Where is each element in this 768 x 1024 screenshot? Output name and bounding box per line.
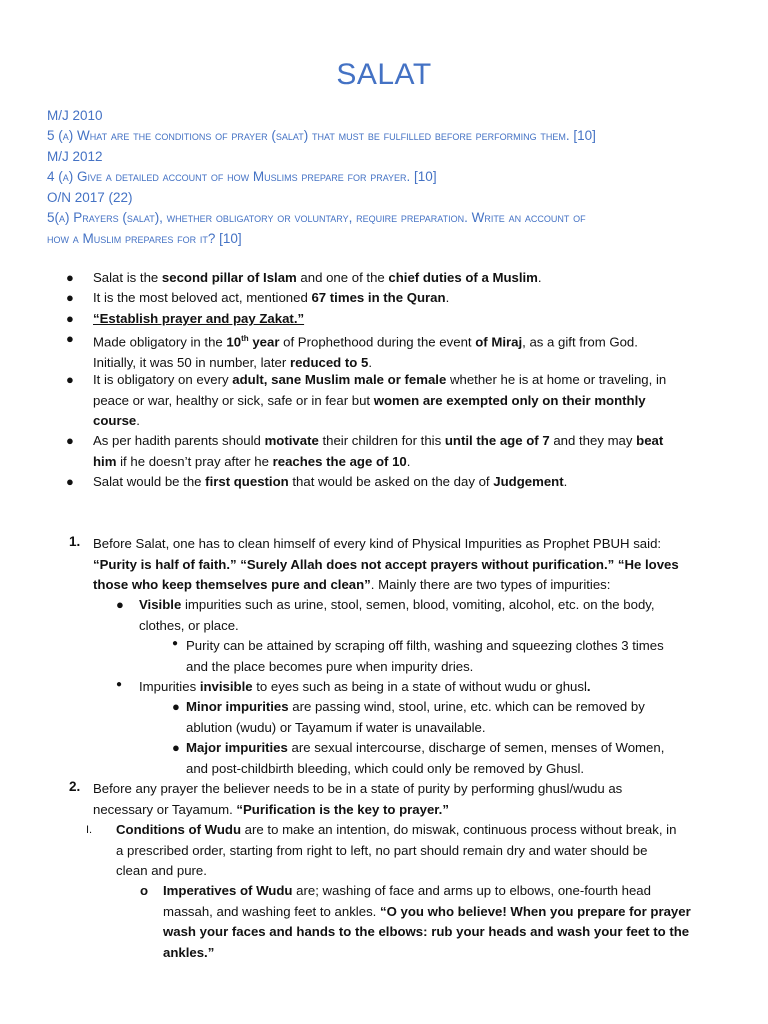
conditions-line-1 bbox=[116, 820, 736, 841]
bullet-dot-5: ● bbox=[66, 372, 74, 387]
bullet-2-text bbox=[93, 288, 449, 309]
text-run-bold: reduced to 5 bbox=[289, 354, 369, 370]
text-run: and one of the bbox=[296, 270, 389, 285]
bullet-6-line-2 bbox=[93, 452, 663, 473]
imperatives-line-3: wash your faces and hands to the elbows: rub your heads and wash your feet to the bbox=[163, 924, 690, 940]
text-run-bold: “Purification is the key to prayer.” bbox=[236, 801, 449, 817]
question-session-3: O/N 2017 (22) bbox=[47, 190, 133, 205]
section-2-text bbox=[93, 779, 622, 820]
sub-bullet-invisible: ● bbox=[116, 679, 123, 690]
bullet-6-text bbox=[93, 431, 663, 472]
text-run: are sexual intercourse, discharge of semen, menses of Women, bbox=[287, 740, 665, 755]
invisible-impurities-text bbox=[139, 677, 591, 698]
section-1-line-2: “Purity is half of faith.” “Surely Allah does not accept prayers without purification.” “He loves bbox=[93, 556, 679, 572]
bullet-3-text bbox=[93, 309, 304, 330]
text-run: Salat is the bbox=[93, 270, 162, 285]
text-run: . bbox=[368, 354, 373, 370]
text-run: their children for this bbox=[318, 433, 445, 448]
text-run: are to make an intention, do miswak, continuous process without break, in bbox=[241, 822, 677, 837]
text-run: to eyes such as being in a state of without wudu or ghusl bbox=[252, 679, 587, 694]
purity-line-1: Purity can be attained by scraping off filth, washing and squeezing clothes 3 times bbox=[186, 638, 664, 653]
text-run: and they may bbox=[549, 433, 637, 448]
sub-sub-bullet-purity: ● bbox=[172, 638, 179, 649]
text-run: Salat would be the bbox=[93, 474, 206, 489]
text-run-bold: chief duties of a Muslim bbox=[388, 270, 538, 285]
text-run-bold: Judgement bbox=[493, 474, 564, 489]
visible-line-1 bbox=[139, 595, 655, 616]
text-run: that would be asked on the day of bbox=[288, 474, 494, 489]
superscript: th bbox=[241, 334, 249, 343]
text-run-bold: of Miraj bbox=[475, 334, 523, 350]
text-run-bold: year bbox=[248, 334, 280, 350]
text-run-bold: adult, sane Muslim male or female bbox=[232, 372, 447, 387]
question-3-line-1: 5(a) Prayers (salat), whether obligatory or voluntary, require preparation. Write an account of bbox=[47, 210, 586, 225]
text-run-bold: Imperatives of Wudu bbox=[163, 883, 293, 898]
text-run: are passing wind, stool, urine, etc. which can be removed by bbox=[288, 699, 645, 714]
text-run: if he doesn’t pray after he bbox=[116, 453, 273, 469]
text-run: impurities such as urine, stool, semen, blood, vomiting, alcohol, etc. on the body, bbox=[181, 597, 655, 612]
imperatives-line-4: ankles.” bbox=[163, 944, 215, 960]
bullet-dot-2: ● bbox=[66, 290, 74, 305]
bullet-5-line-3 bbox=[93, 411, 666, 432]
text-run-bold: Major impurities bbox=[186, 740, 288, 755]
sub-bullet-visible: ● bbox=[116, 597, 124, 612]
text-run: Made obligatory in the bbox=[93, 334, 227, 350]
bullet-dot-6: ● bbox=[66, 433, 74, 448]
text-run-bold: Minor impurities bbox=[186, 699, 289, 714]
bullet-4-line-1 bbox=[93, 329, 638, 353]
bullet-4-text bbox=[93, 329, 638, 374]
text-run: of Prophethood during the event bbox=[279, 334, 476, 350]
bullet-dot-7: ● bbox=[66, 474, 74, 489]
text-run-bold: him bbox=[93, 453, 117, 469]
text-run-bold: beat bbox=[636, 433, 664, 448]
question-session-1: M/J 2010 bbox=[47, 108, 103, 123]
text-run: Impurities bbox=[139, 679, 200, 694]
bullet-dot-1: ● bbox=[66, 270, 74, 285]
bullet-1-text bbox=[93, 268, 542, 289]
bullet-5-line-1 bbox=[93, 370, 666, 391]
section-number-1: 1. bbox=[69, 534, 81, 549]
visible-impurities-text bbox=[139, 595, 655, 636]
text-run-bold: Conditions of Wudu bbox=[116, 822, 242, 837]
text-run: . bbox=[537, 270, 542, 285]
section-1-line-3 bbox=[93, 575, 733, 596]
minor-line-2: ablution (wudu) or Tayamum if water is unavailable. bbox=[186, 719, 486, 735]
roman-numeral-1: I. bbox=[86, 824, 93, 836]
conditions-line-3: clean and pure. bbox=[116, 863, 207, 879]
imperatives-line-2 bbox=[163, 902, 743, 923]
conditions-of-wudu-text bbox=[116, 820, 736, 882]
question-session-2: M/J 2012 bbox=[47, 149, 103, 164]
page-title: SALAT bbox=[336, 58, 432, 91]
bullet-6-line-1 bbox=[93, 431, 663, 452]
text-run: It is the most beloved act, mentioned bbox=[93, 290, 312, 305]
text-run: . bbox=[563, 474, 568, 489]
section-2-line-1: Before any prayer the believer needs to be in a state of purity by performing ghusl/wudu as bbox=[93, 781, 623, 796]
text-run: . bbox=[445, 290, 450, 305]
sub-sub-bullet-minor: ● bbox=[172, 699, 180, 714]
section-1-line-1: Before Salat, one has to clean himself of every kind of Physical Impurities as Prophet PBUH said: bbox=[93, 536, 662, 551]
text-run-bold-underlined: “Establish prayer and pay Zakat.” bbox=[93, 311, 305, 326]
bullet-7-text bbox=[93, 472, 567, 493]
minor-line-1 bbox=[186, 697, 645, 718]
sub-sub-bullet-major: ● bbox=[172, 740, 180, 755]
text-run-bold: invisible bbox=[199, 679, 253, 694]
text-run: peace or war, healthy or sick, safe or in fear but bbox=[93, 392, 374, 408]
text-run: As per hadith parents should bbox=[93, 433, 265, 448]
minor-impurities-text bbox=[186, 697, 645, 738]
section-number-2: 2. bbox=[69, 779, 81, 794]
section-1-text bbox=[93, 534, 733, 596]
text-run: . bbox=[136, 413, 140, 429]
text-run: . Mainly there are two types of impurities: bbox=[370, 577, 611, 593]
bullet-5-text bbox=[93, 370, 666, 432]
text-run-bold: reaches the age of 10 bbox=[272, 453, 407, 469]
text-run: . bbox=[406, 453, 411, 469]
purity-line-2: and the place becomes pure when impurity dries. bbox=[186, 658, 474, 674]
major-line-1 bbox=[186, 738, 664, 759]
question-3-line-2: how a Muslim prepares for it? [10] bbox=[47, 231, 242, 246]
text-run-bold: “O you who believe! When you prepare for prayer bbox=[380, 903, 691, 919]
bullet-dot-3: ● bbox=[66, 311, 74, 326]
text-run-bold: 67 times in the Quran bbox=[311, 290, 446, 305]
text-run-bold: second pillar of Islam bbox=[161, 270, 297, 285]
text-run-bold: course bbox=[93, 413, 137, 429]
text-run-bold: 10 bbox=[226, 334, 242, 350]
text-run-bold: Visible bbox=[139, 597, 182, 612]
major-impurities-text bbox=[186, 738, 664, 779]
text-run-bold: motivate bbox=[264, 433, 319, 448]
text-run: whether he is at home or traveling, in bbox=[446, 372, 667, 387]
bullet-dot-4: ● bbox=[66, 331, 74, 346]
major-line-2: and post-childbirth bleeding, which could only be removed by Ghusl. bbox=[186, 760, 585, 776]
text-run-bold: until the age of 7 bbox=[444, 433, 550, 448]
text-run: Initially, it was 50 in number, later bbox=[93, 354, 290, 370]
purity-text bbox=[186, 636, 664, 677]
bullet-5-line-2 bbox=[93, 391, 666, 412]
visible-line-2: clothes, or place. bbox=[139, 617, 239, 633]
conditions-line-2: a prescribed order, starting from right to left, no part should remain dry and water should be bbox=[116, 842, 648, 858]
text-run: It is obligatory on every bbox=[93, 372, 233, 387]
text-run: massah, and washing feet to ankles. bbox=[163, 903, 380, 919]
text-run-bold: women are exempted only on their monthly bbox=[373, 392, 646, 408]
text-run-bold: those who keep themselves pure and clean” bbox=[93, 577, 371, 593]
text-run-bold: . bbox=[586, 679, 591, 694]
text-run: necessary or Tayamum. bbox=[93, 801, 237, 817]
text-run-bold: first question bbox=[205, 474, 289, 489]
question-1: 5 (a) What are the conditions of prayer (salat) that must be fulfilled before performing them. [10] bbox=[47, 128, 596, 143]
o-bullet-marker: o bbox=[140, 883, 149, 898]
imperatives-line-1 bbox=[163, 881, 743, 902]
question-2: 4 (a) Give a detailed account of how Muslims prepare for prayer. [10] bbox=[47, 169, 437, 184]
text-run: are; washing of face and arms up to elbows, one-fourth head bbox=[292, 883, 651, 898]
text-run: , as a gift from God. bbox=[522, 334, 638, 350]
section-2-line-2 bbox=[93, 800, 622, 821]
imperatives-of-wudu-text bbox=[163, 881, 743, 963]
